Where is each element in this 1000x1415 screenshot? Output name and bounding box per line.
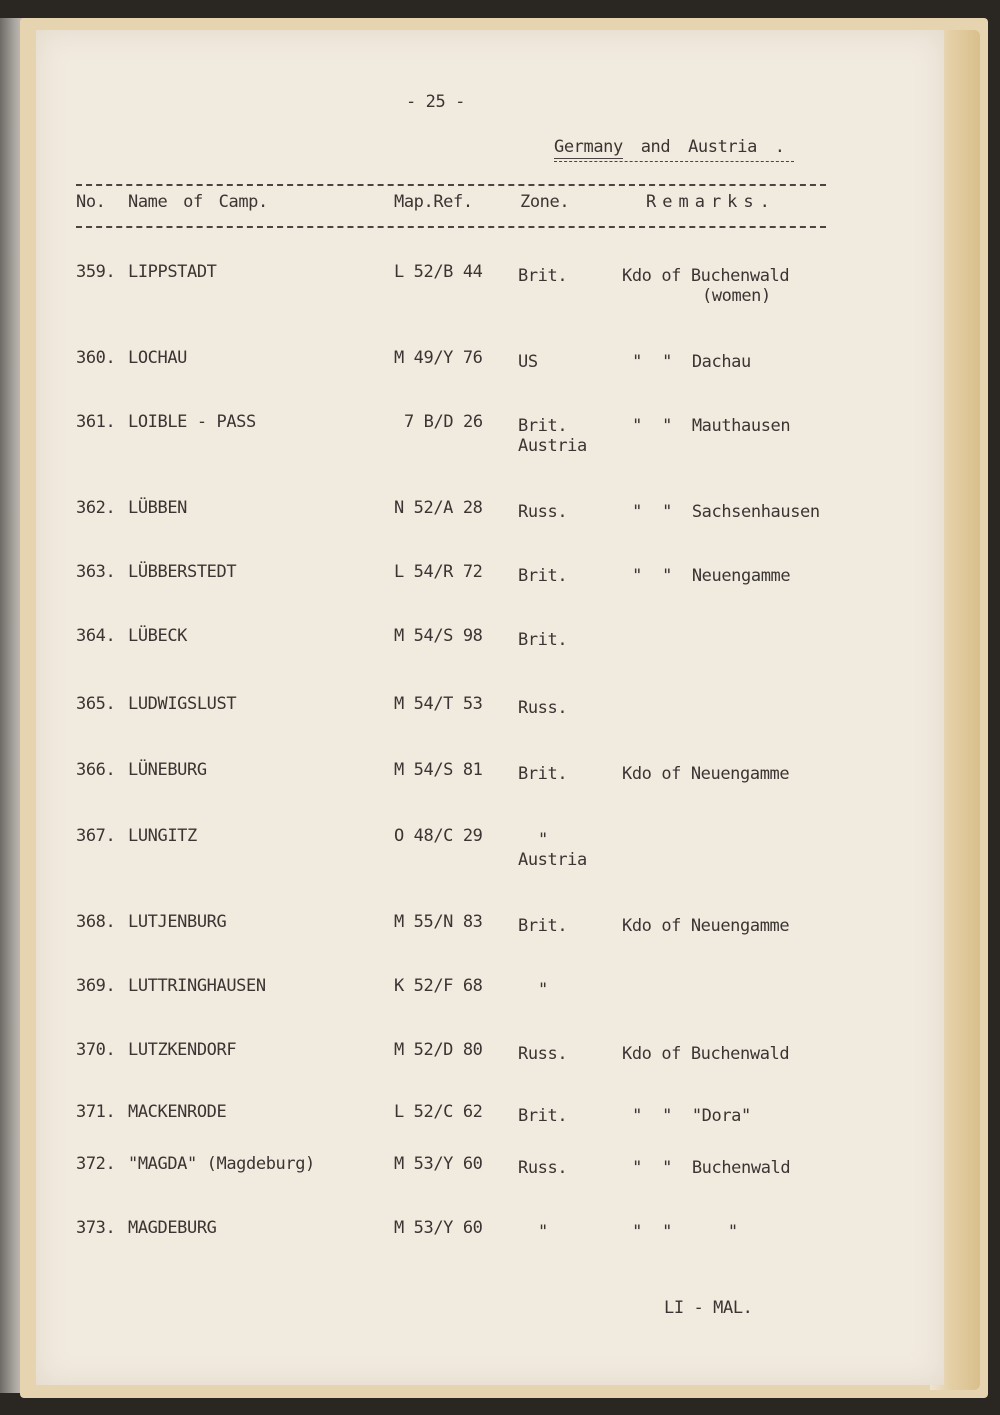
remarks: [622, 1222, 738, 1242]
zone-text: Brit.: [518, 416, 568, 436]
row-number: 366.: [76, 760, 116, 780]
section-title-word: Austria: [688, 137, 757, 157]
page-number: - 25 -: [406, 92, 466, 112]
row-number: 361.: [76, 412, 116, 432]
row-number: 371.: [76, 1102, 116, 1122]
ditto-mark: ": [662, 502, 672, 522]
ditto-mark: ": [662, 352, 672, 372]
zone: US: [518, 352, 538, 372]
map-reference: K 52/F 68: [394, 976, 483, 996]
camp-name: LÜNEBURG: [128, 760, 207, 780]
column-header-no: No.: [76, 192, 106, 212]
row-number: 368.: [76, 912, 116, 932]
zone: Russ.: [518, 1044, 568, 1064]
zone: Russ.: [518, 1158, 568, 1178]
section-title-word: Germany: [554, 137, 623, 157]
remarks: [622, 352, 751, 372]
map-reference: M 53/Y 60: [394, 1154, 483, 1174]
ditto-mark: ": [632, 416, 642, 436]
zone-subtext: Austria: [518, 850, 587, 870]
column-header-name: Name of Camp.: [128, 192, 268, 212]
zone: Russ.: [518, 698, 568, 718]
camp-name: LUDWIGSLUST: [128, 694, 237, 714]
zone: ": [538, 980, 548, 1000]
header-rule-bottom: [76, 226, 826, 228]
section-title: [554, 137, 785, 157]
ditto-mark: ": [632, 352, 642, 372]
remarks: [622, 502, 820, 522]
remarks: [622, 1158, 790, 1178]
map-reference: M 52/D 80: [394, 1040, 483, 1060]
row-number: 363.: [76, 562, 116, 582]
zone: Brit.: [518, 630, 568, 650]
camp-name: "MAGDA" (Magdeburg): [128, 1154, 315, 1174]
remarks: [622, 1106, 751, 1126]
ditto-mark: ": [662, 1222, 672, 1242]
section-title-word: and: [640, 137, 671, 157]
camp-name: LUTTRINGHAUSEN: [128, 976, 266, 996]
ditto-mark: ": [662, 566, 672, 586]
ditto-mark: ": [632, 502, 642, 522]
ditto-mark: ": [662, 416, 672, 436]
zone: ": [538, 1222, 548, 1242]
map-reference: 7 B/D 26: [404, 412, 483, 432]
remarks: [622, 566, 790, 586]
camp-name: LUTJENBURG: [128, 912, 227, 932]
section-title-word: .: [774, 137, 785, 157]
zone-subtext: Austria: [518, 436, 587, 456]
remarks: Kdo of Neuengamme: [622, 764, 790, 784]
column-header-mapref: Map.Ref.: [394, 192, 473, 212]
map-reference: M 55/N 83: [394, 912, 483, 932]
remarks-text: Mauthausen: [691, 416, 791, 436]
camp-name: MAGDEBURG: [128, 1218, 217, 1238]
row-number: 367.: [76, 826, 116, 846]
map-reference: L 52/C 62: [394, 1102, 483, 1122]
remarks: Kdo of Buchenwald: [622, 1044, 790, 1064]
row-number: 364.: [76, 626, 116, 646]
remarks-text: "Dora": [691, 1106, 751, 1126]
row-number: 373.: [76, 1218, 116, 1238]
map-reference: M 54/S 98: [394, 626, 483, 646]
camp-name: LÜBBERSTEDT: [128, 562, 237, 582]
map-reference: M 49/Y 76: [394, 348, 483, 368]
remarks-text: Sachsenhausen: [691, 502, 820, 522]
ditto-mark: ": [662, 1106, 672, 1126]
header-rule-top: [76, 184, 826, 186]
remarks-text: Neuengamme: [691, 566, 791, 586]
zone: [518, 830, 587, 870]
remarks: [622, 416, 790, 436]
document-page: [36, 30, 944, 1385]
zone: [518, 416, 587, 456]
zone: Brit.: [518, 266, 568, 286]
remarks-text: Buchenwald: [691, 1158, 791, 1178]
remarks-text: ": [727, 1222, 738, 1242]
ditto-mark: ": [632, 566, 642, 586]
camp-name: LOCHAU: [128, 348, 188, 368]
camp-name: LUTZKENDORF: [128, 1040, 237, 1060]
zone: Brit.: [518, 566, 568, 586]
map-reference: M 54/T 53: [394, 694, 483, 714]
row-number: 372.: [76, 1154, 116, 1174]
remarks: Kdo of Neuengamme: [622, 916, 790, 936]
map-reference: L 52/B 44: [394, 262, 483, 282]
remarks-text: Dachau: [691, 352, 751, 372]
zone: Brit.: [518, 1106, 568, 1126]
ditto-mark: ": [632, 1106, 642, 1126]
row-number: 370.: [76, 1040, 116, 1060]
column-header-remarks: Remarks.: [646, 192, 776, 212]
column-header-zone: Zone.: [520, 192, 570, 212]
camp-name: LÜBECK: [128, 626, 188, 646]
row-number: 369.: [76, 976, 116, 996]
map-reference: L 54/R 72: [394, 562, 483, 582]
camp-name: LOIBLE - PASS: [128, 412, 256, 432]
zone: Brit.: [518, 916, 568, 936]
camp-name: LÜBBEN: [128, 498, 188, 518]
map-reference: N 52/A 28: [394, 498, 483, 518]
row-number: 360.: [76, 348, 116, 368]
camp-name: LIPPSTADT: [128, 262, 217, 282]
page-footer: LI - MAL.: [664, 1298, 753, 1318]
zone: Brit.: [518, 764, 568, 784]
camp-name: MACKENRODE: [128, 1102, 227, 1122]
row-number: 365.: [76, 694, 116, 714]
camp-name: LUNGITZ: [128, 826, 197, 846]
map-reference: O 48/C 29: [394, 826, 483, 846]
row-number: 359.: [76, 262, 116, 282]
remarks-text: Kdo of Buchenwald: [622, 266, 790, 286]
table-header: [36, 192, 944, 218]
zone-text: ": [538, 830, 548, 850]
ditto-mark: ": [632, 1158, 642, 1178]
ditto-mark: ": [632, 1222, 642, 1242]
remarks: [622, 266, 789, 306]
row-number: 362.: [76, 498, 116, 518]
map-reference: M 53/Y 60: [394, 1218, 483, 1238]
ditto-mark: ": [662, 1158, 672, 1178]
remarks-subtext: (women): [702, 286, 771, 306]
zone: Russ.: [518, 502, 568, 522]
title-underline: [554, 161, 794, 162]
map-reference: M 54/S 81: [394, 760, 483, 780]
